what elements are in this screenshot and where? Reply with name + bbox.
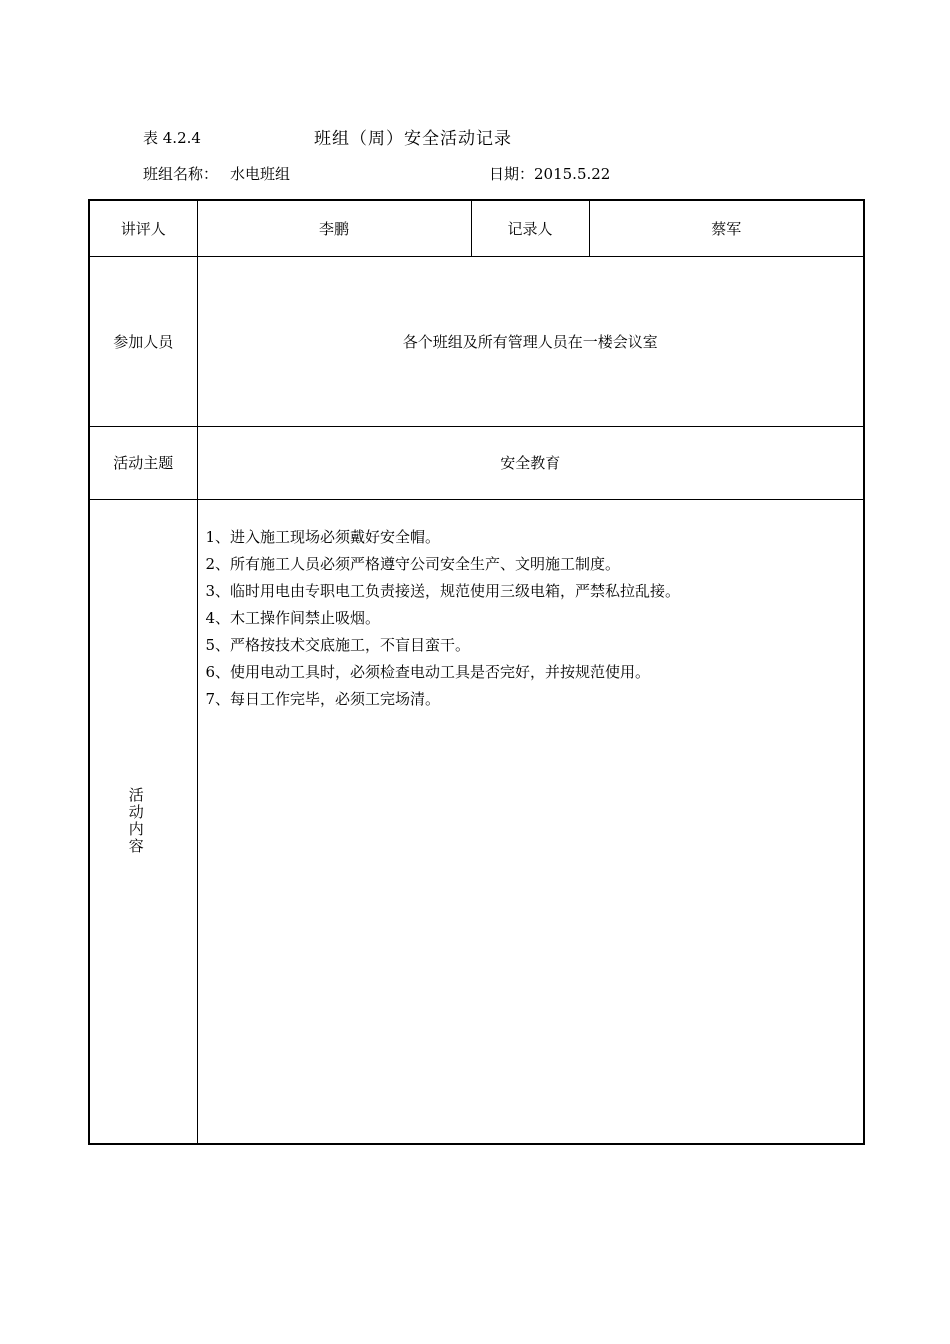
list-item: 1、进入施工现场必须戴好安全帽。 bbox=[205, 527, 441, 546]
list-item: 7、每日工作完毕，必须工完场清。 bbox=[205, 689, 441, 708]
content-list bbox=[206, 524, 864, 713]
table-row bbox=[89, 499, 864, 1144]
date-field: 日期：2015.5.22 bbox=[489, 165, 611, 183]
reviewer-value: 李鹏 bbox=[197, 200, 471, 256]
content-label-cell bbox=[89, 499, 197, 1144]
list-item: 3、临时用电由专职电工负责接送，规范使用三级电箱，严禁私拉乱接。 bbox=[205, 581, 681, 600]
content-label: 活动内容 bbox=[128, 786, 144, 856]
reviewer-label: 讲评人 bbox=[89, 200, 197, 256]
document-title: 班组（周）安全活动记录 bbox=[314, 129, 512, 149]
table-number: 表 4.2.4 bbox=[143, 129, 201, 147]
table-row bbox=[89, 200, 864, 256]
team-name-label: 班组名称： bbox=[143, 165, 219, 183]
recorder-value: 蔡军 bbox=[589, 200, 864, 256]
topic-label: 活动主题 bbox=[89, 426, 197, 499]
team-name-row bbox=[143, 163, 290, 184]
list-item: 2、所有施工人员必须严格遵守公司安全生产、文明施工制度。 bbox=[205, 554, 621, 573]
list-item: 5、严格按技术交底施工，不盲目蛮干。 bbox=[205, 635, 471, 654]
participants-value: 各个班组及所有管理人员在一楼会议室 bbox=[197, 256, 864, 426]
topic-value: 安全教育 bbox=[197, 426, 864, 499]
participants-label: 参加人员 bbox=[89, 256, 197, 426]
content-cell bbox=[197, 499, 864, 1144]
team-name-value: 水电班组 bbox=[230, 165, 291, 183]
list-item: 6、使用电动工具时，必须检查电动工具是否完好，并按规范使用。 bbox=[205, 662, 651, 681]
table-row bbox=[89, 256, 864, 426]
list-item: 4、木工操作间禁止吸烟。 bbox=[205, 608, 381, 627]
recorder-label: 记录人 bbox=[471, 200, 589, 256]
safety-activity-record-table bbox=[88, 199, 865, 1145]
table-row bbox=[89, 426, 864, 499]
